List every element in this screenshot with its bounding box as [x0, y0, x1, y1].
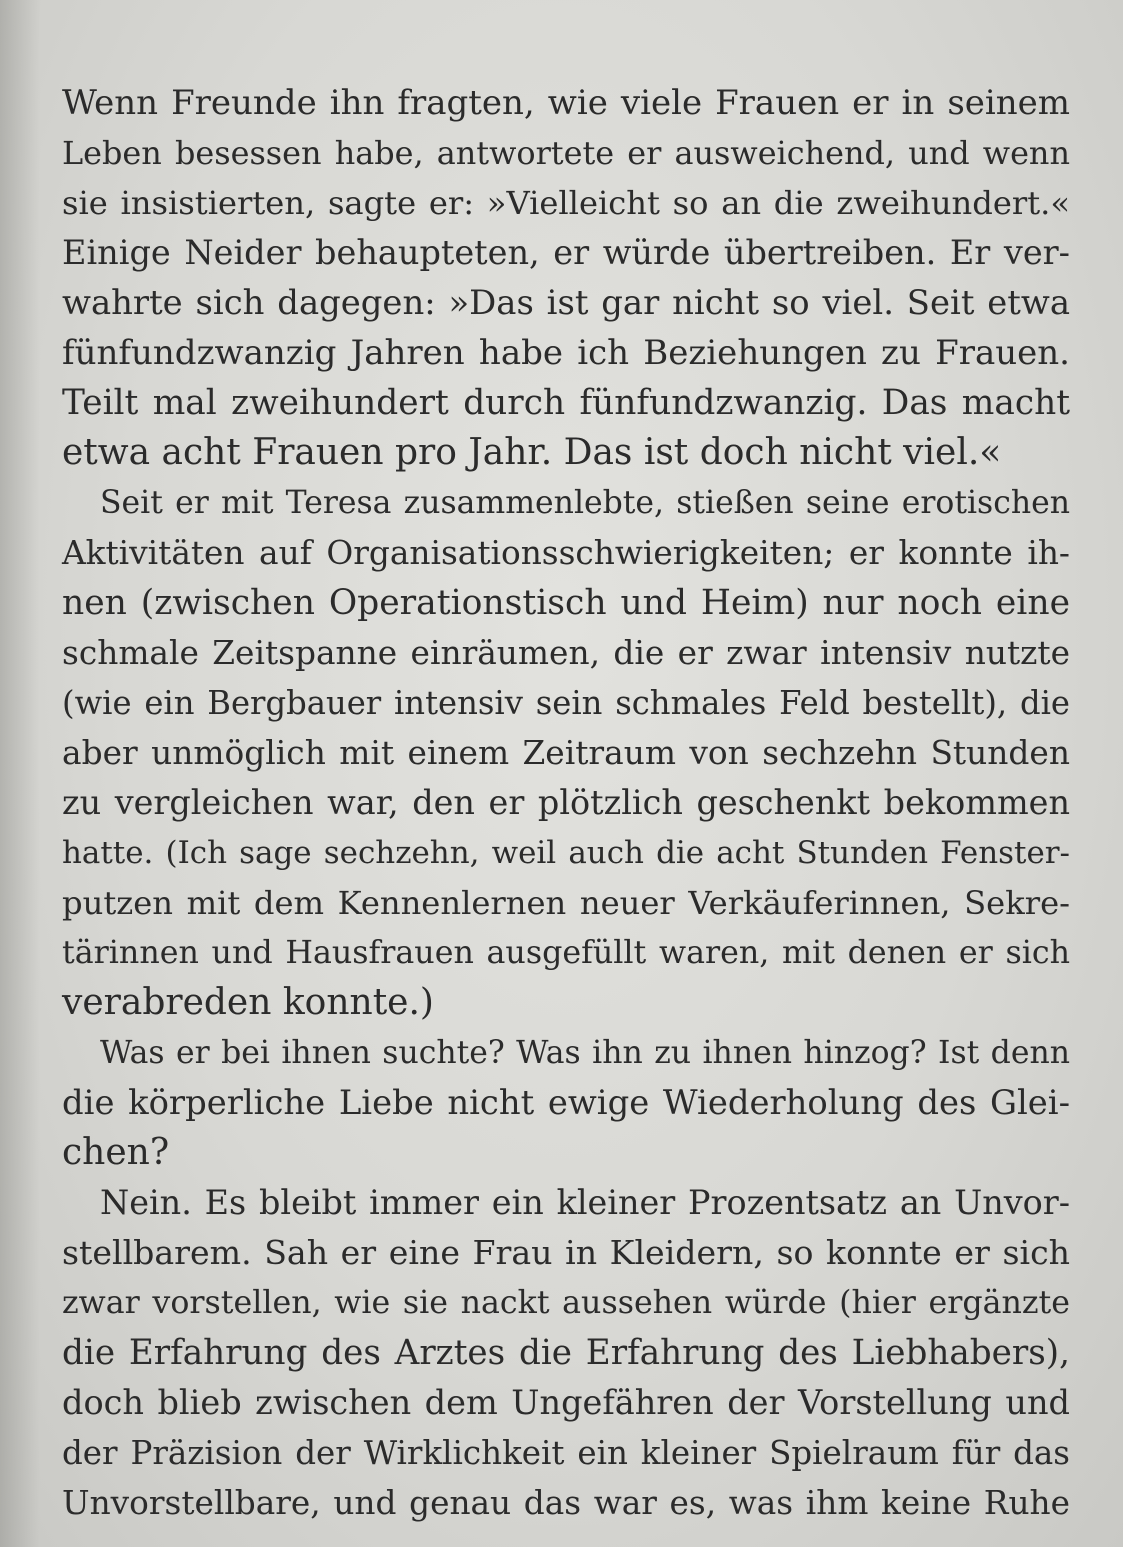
text-line: Nein. Es bleibt immer ein kleiner Prozentsatz an Unvor-: [100, 1183, 1070, 1222]
text-line: schmale Zeitspanne einräumen, die er zwar intensiv nutzte: [62, 634, 1070, 672]
text-line: chen?: [62, 1132, 170, 1173]
text-line: Was er bei ihnen suchte? Was ihn zu ihnen hinzog? Ist denn: [100, 1035, 1070, 1071]
text-line: Einige Neider behaupteten, er würde übertreiben. Er ver-: [62, 233, 1070, 272]
text-line: sie insistierten, sagte er: »Vielleicht so an die zweihundert.«: [62, 184, 1070, 222]
text-line: zwar vorstellen, wie sie nackt aussehen würde (hier ergänzte: [62, 1285, 1070, 1321]
page-binding-shadow: [0, 0, 40, 1547]
text-line: Leben besessen habe, antwortete er ausweichend, und wenn: [62, 134, 1070, 172]
text-line: tärinnen und Hausfrauen ausgefüllt waren, mit denen er sich: [62, 935, 1070, 971]
paragraph-4: [62, 1178, 1070, 1528]
text-line: etwa acht Frauen pro Jahr. Das ist doch nicht viel.«: [62, 432, 1002, 473]
paragraph-2: [62, 478, 1070, 1028]
text-line: hatte. (Ich sage sechzehn, weil auch die acht Stunden Fenster-: [62, 835, 1070, 871]
text-line: stellbarem. Sah er eine Frau in Kleidern, so konnte er sich: [62, 1233, 1070, 1272]
text-line: wahrte sich dagegen: »Das ist gar nicht so viel. Seit etwa: [62, 283, 1070, 322]
text-line: die Erfahrung des Arztes die Erfahrung des Liebhabers),: [62, 1333, 1070, 1373]
text-line: Teilt mal zweihundert durch fünfundzwanzig. Das macht: [62, 383, 1070, 423]
text-line: nen (zwischen Operationstisch und Heim) nur noch eine: [62, 583, 1070, 623]
paragraph-1: [62, 78, 1070, 478]
text-line: (wie ein Bergbauer intensiv sein schmales Feld bestellt), die: [62, 684, 1070, 722]
text-line: aber unmöglich mit einem Zeitraum von sechzehn Stunden: [62, 734, 1070, 772]
body-text: [62, 78, 1070, 1528]
text-line: doch blieb zwischen dem Ungefähren der Vorstellung und: [62, 1383, 1070, 1422]
text-line: verabreden konnte.): [62, 982, 434, 1023]
text-line: Wenn Freunde ihn fragten, wie viele Frauen er in seinem: [62, 83, 1070, 123]
text-line: die körperliche Liebe nicht ewige Wiederholung des Glei-: [62, 1083, 1070, 1122]
text-line: Seit er mit Teresa zusammenlebte, stießen seine erotischen: [100, 485, 1070, 521]
text-line: zu vergleichen war, den er plötzlich geschenkt bekommen: [62, 783, 1070, 822]
paragraph-3: [62, 1028, 1070, 1178]
text-line: fünfundzwanzig Jahren habe ich Beziehungen zu Frauen.: [62, 333, 1070, 373]
text-line: der Präzision der Wirklichkeit ein kleiner Spielraum für das: [62, 1434, 1070, 1472]
text-line: Unvorstellbare, und genau das war es, was ihm keine Ruhe: [62, 1484, 1070, 1522]
text-line: Aktivitäten auf Organisationsschwierigkeiten; er konnte ih-: [62, 534, 1070, 572]
text-line: putzen mit dem Kennenlernen neuer Verkäuferinnen, Sekre-: [62, 884, 1070, 922]
